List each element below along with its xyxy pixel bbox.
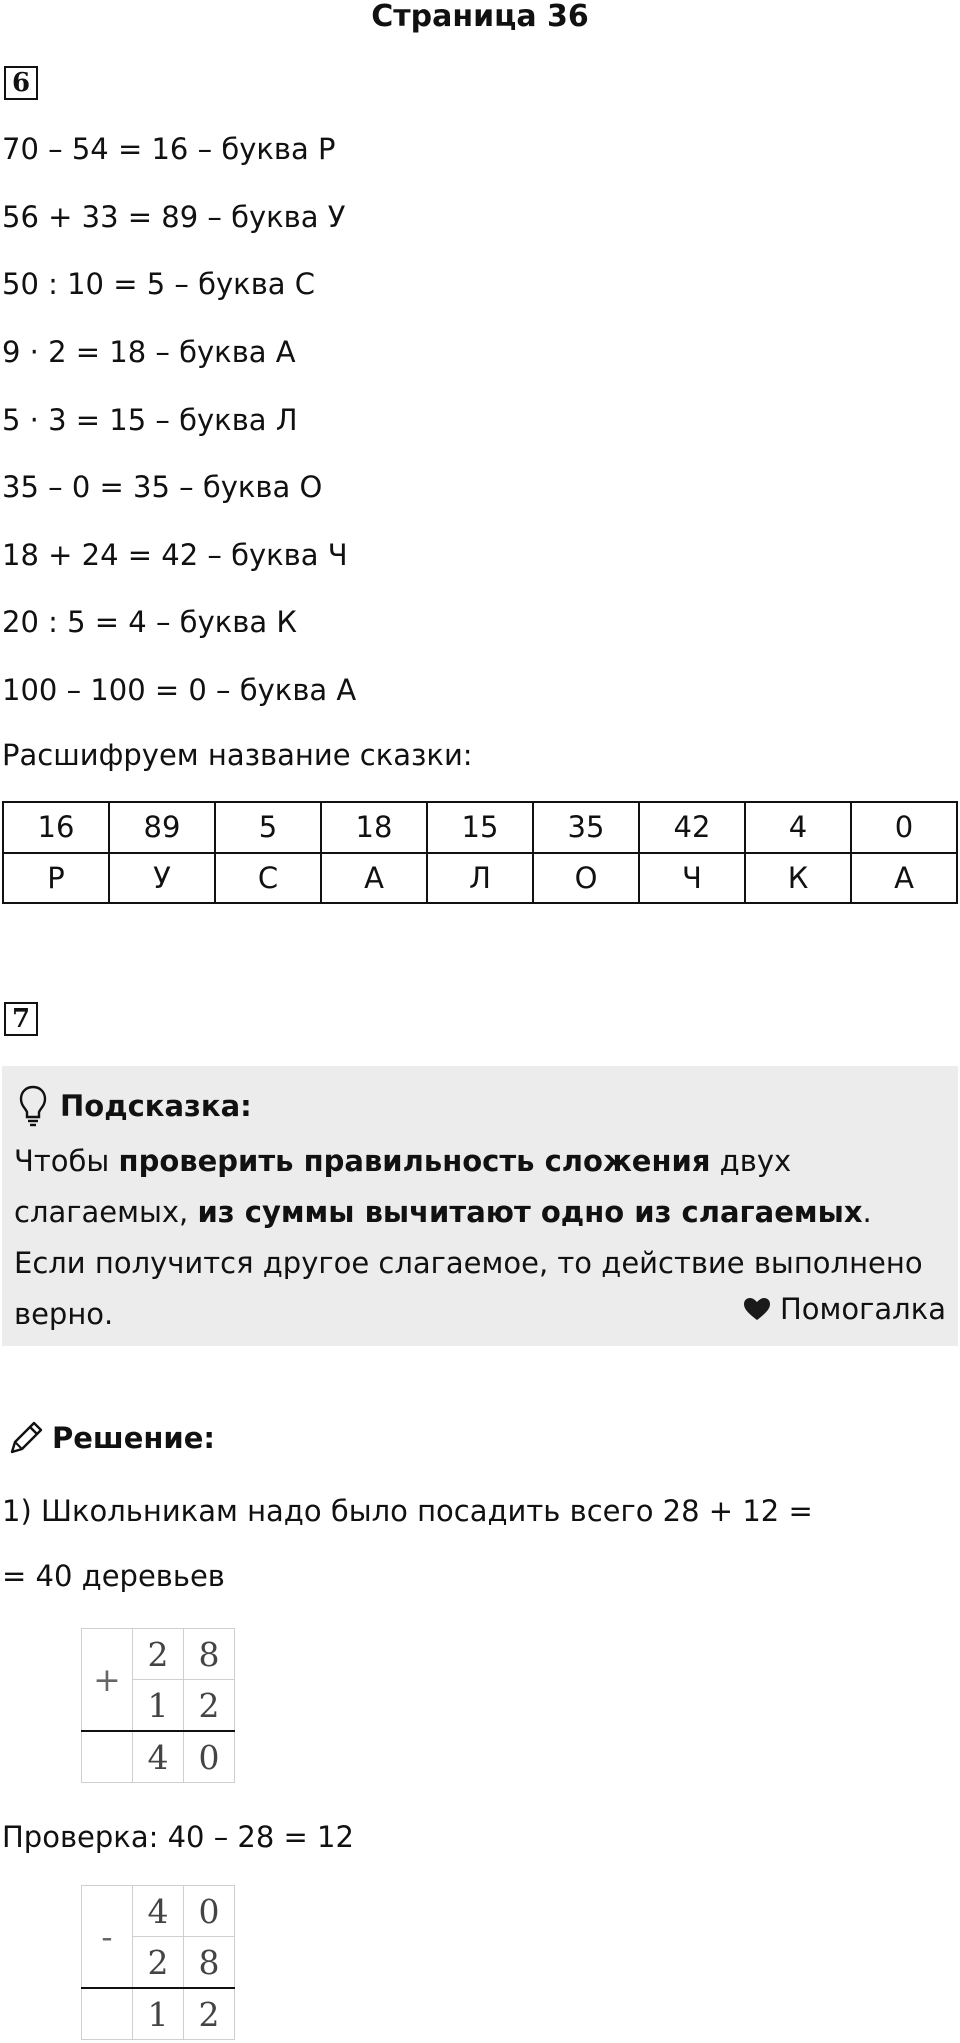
digit-cell: 8 [184,1629,235,1680]
equation-line: 5 · 3 = 15 – буква Л [2,403,298,437]
hint-text-part: Чтобы [14,1144,119,1178]
task-number-6: 6 [4,66,38,100]
operator-minus: - [82,1886,133,1989]
cipher-letter-cell: Р [3,853,109,904]
cipher-letter-cell: У [109,853,215,904]
solution-line: = 40 деревьев [2,1559,225,1593]
check-label: Проверка: 40 – 28 = 12 [2,1820,354,1854]
column-subtraction [81,1885,235,2040]
cipher-number-cell: 15 [427,802,533,853]
decode-label: Расшифруем название сказки: [2,738,473,772]
cipher-table [2,801,958,904]
hint-text-bold: проверить правильность сложения [118,1144,711,1178]
cipher-letter-cell: К [745,853,851,904]
column-row [82,1629,235,1680]
operator-plus: + [82,1629,133,1732]
hint-text-part: двух слагаемых, [14,1144,792,1229]
cipher-number-cell: 35 [533,802,639,853]
empty-cell [82,1988,133,2040]
solution-header [6,1418,215,1458]
pencil-icon [6,1418,46,1458]
heart-icon [742,1296,772,1322]
result-digit-cell: 4 [133,1731,184,1783]
cipher-number-cell: 42 [639,802,745,853]
cipher-number-cell: 5 [215,802,321,853]
hint-box [2,1066,958,1346]
cipher-number-cell: 89 [109,802,215,853]
column-row [82,1886,235,1937]
digit-cell: 4 [133,1886,184,1937]
empty-cell [82,1731,133,1783]
cipher-letter-cell: А [321,853,427,904]
digit-cell: 2 [133,1629,184,1680]
column-addition [81,1628,235,1783]
digit-cell: 2 [133,1937,184,1989]
cipher-letter-cell: Л [427,853,533,904]
equation-line: 56 + 33 = 89 – буква У [2,200,346,234]
result-digit-cell: 1 [133,1988,184,2040]
digit-cell: 0 [184,1886,235,1937]
equation-line: 70 – 54 = 16 – буква Р [2,132,336,166]
task-number-7: 7 [4,1002,38,1036]
page-title: Страница 36 [371,0,589,34]
cipher-numbers-row [3,802,957,853]
equation-line: 9 · 2 = 18 – буква А [2,335,296,369]
cipher-number-cell: 16 [3,802,109,853]
digit-cell: 8 [184,1937,235,1989]
solution-line: 1) Школьникам надо было посадить всего 28 + 12 = [2,1494,813,1528]
cipher-number-cell: 4 [745,802,851,853]
hint-text-part: . Если получится другое слагаемое, то действие выполнено верно. [14,1195,923,1331]
signature-text: Помогалка [780,1292,946,1326]
equation-line: 100 – 100 = 0 – буква А [2,673,357,707]
column-result-row [82,1731,235,1783]
solution-title: Решение: [52,1421,216,1455]
equation-line: 35 – 0 = 35 – буква О [2,470,323,504]
equation-line: 18 + 24 = 42 – буква Ч [2,538,348,572]
digit-cell: 1 [133,1680,184,1732]
cipher-letter-cell: А [851,853,957,904]
cipher-letter-cell: Ч [639,853,745,904]
cipher-number-cell: 0 [851,802,957,853]
result-digit-cell: 2 [184,1988,235,2040]
digit-cell: 2 [184,1680,235,1732]
hint-signature [742,1292,946,1326]
column-result-row [82,1988,235,2040]
equation-line: 50 : 10 = 5 – буква С [2,267,316,301]
hint-title: Подсказка: [60,1089,252,1123]
hint-text-bold: из суммы вычитают одно из слагаемых [197,1195,863,1229]
equation-line: 20 : 5 = 4 – буква К [2,605,297,639]
cipher-letters-row [3,853,957,904]
hint-header [18,1084,252,1128]
cipher-letter-cell: С [215,853,321,904]
lightbulb-icon [18,1084,48,1128]
cipher-letter-cell: О [533,853,639,904]
cipher-number-cell: 18 [321,802,427,853]
result-digit-cell: 0 [184,1731,235,1783]
